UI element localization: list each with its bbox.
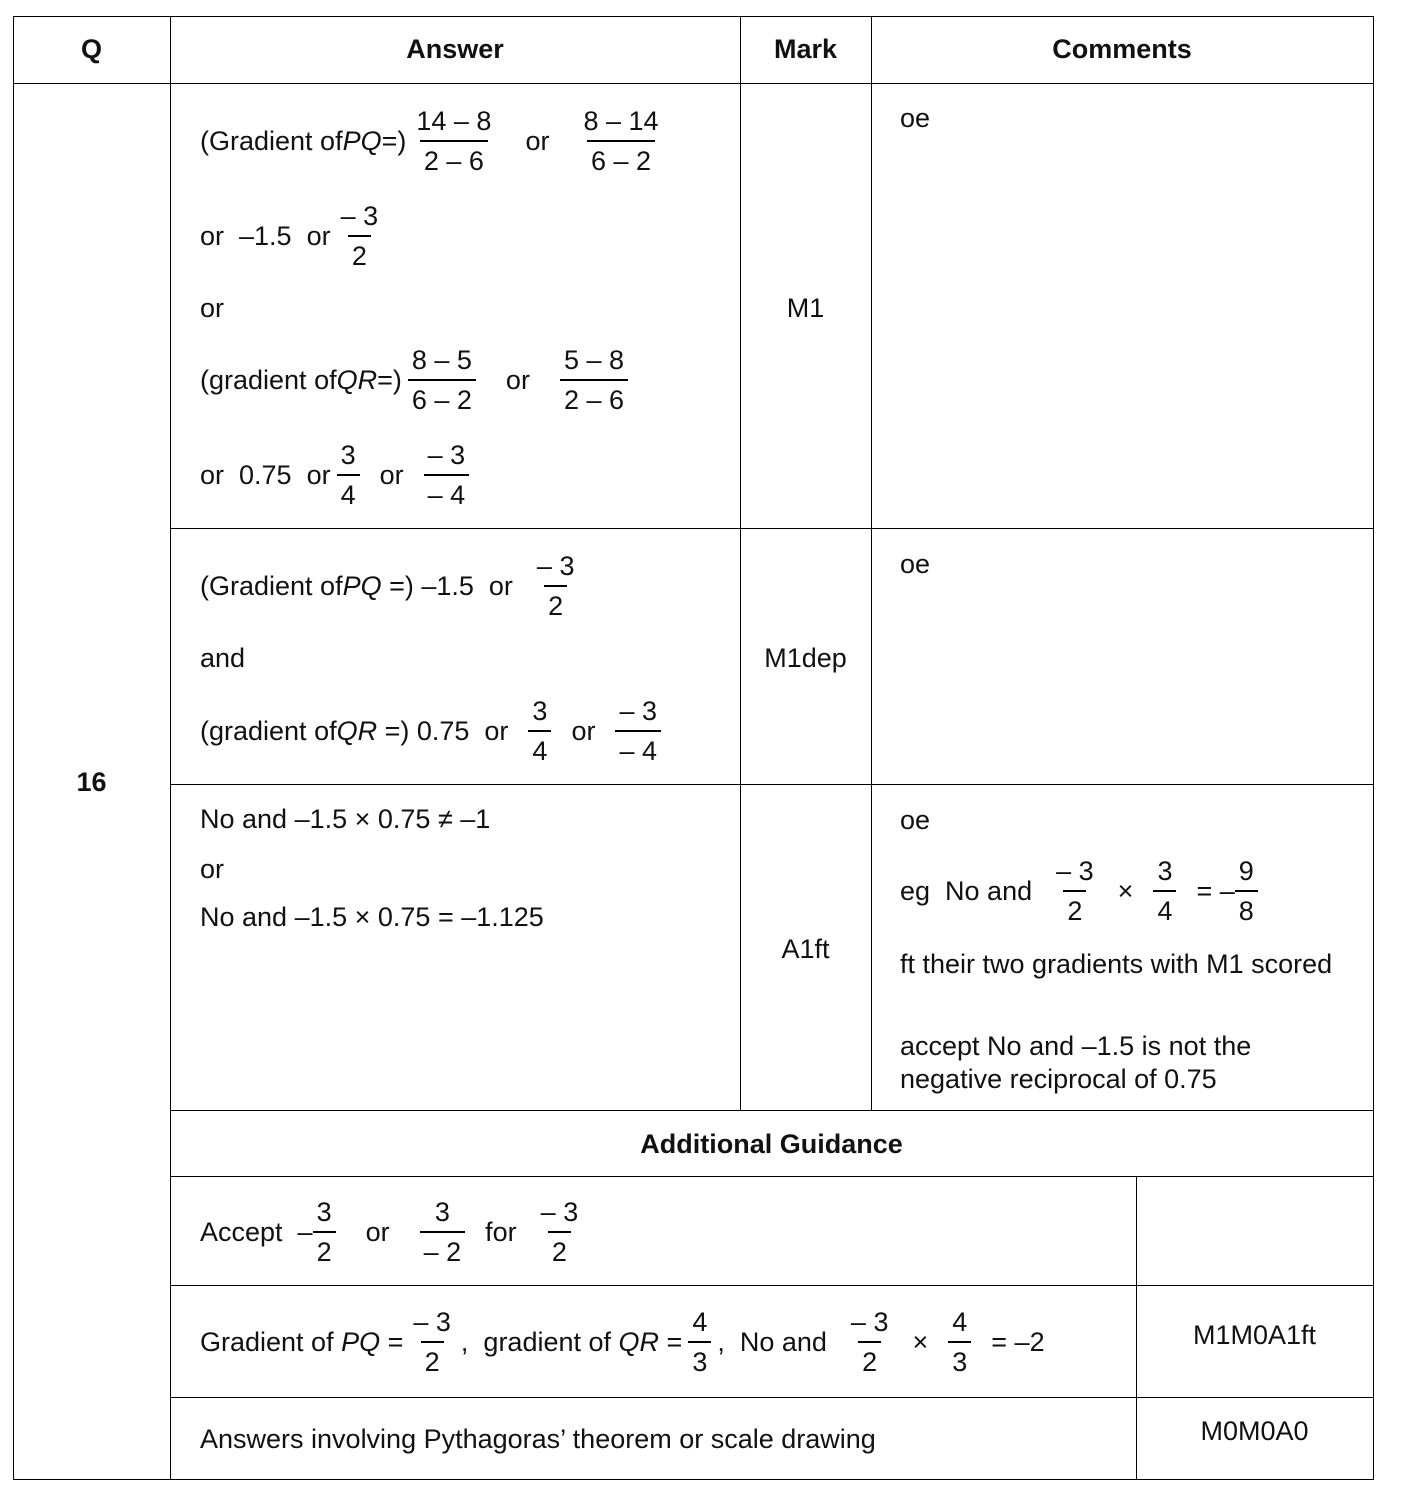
- fraction: [424, 439, 470, 510]
- numerator: 3: [434, 1196, 450, 1227]
- denominator: 4: [528, 730, 551, 765]
- fraction: [1235, 855, 1258, 926]
- denominator: 6 – 2: [408, 379, 476, 414]
- row1-comment: oe: [900, 103, 931, 133]
- denominator: 4: [337, 474, 360, 509]
- denominator: 3: [688, 1341, 711, 1376]
- denominator: 2: [1063, 890, 1086, 925]
- denominator: 2: [548, 1231, 571, 1266]
- row3-line2: or: [200, 854, 225, 884]
- text: =: [380, 1326, 404, 1357]
- text: Gradient of: [200, 1326, 342, 1357]
- numerator: – 3: [427, 439, 466, 470]
- row2-divider: [170, 784, 1374, 785]
- row1-line5: [200, 436, 475, 514]
- row3-comment-ft: ft their two gradients with M1 scored: [900, 949, 1333, 979]
- text: for: [485, 1216, 517, 1247]
- row1-line1: [200, 102, 669, 180]
- var-pq: PQ: [341, 1326, 381, 1357]
- fraction: [560, 344, 628, 415]
- text: =): [381, 125, 407, 156]
- guidance-row2-mark: M1M0A1ft: [1192, 1320, 1317, 1350]
- fraction: [337, 439, 360, 510]
- guidance-row1: [200, 1193, 588, 1271]
- fraction: [420, 1196, 466, 1267]
- row1-mark: M1: [786, 293, 825, 323]
- numerator: – 3: [850, 1306, 889, 1337]
- fraction: [337, 200, 383, 271]
- fraction: [1153, 855, 1176, 926]
- denominator: 2 – 6: [560, 379, 628, 414]
- row3-mark: A1ft: [781, 934, 830, 964]
- text: or 0.75 or: [200, 459, 331, 490]
- numerator: – 3: [340, 200, 379, 231]
- denominator: 4: [1153, 890, 1176, 925]
- text: or: [525, 125, 550, 156]
- fraction: [412, 105, 495, 176]
- border-left: [13, 16, 14, 1480]
- header-divider: [13, 83, 1374, 84]
- numerator: 9: [1238, 855, 1254, 886]
- text: =): [377, 364, 402, 395]
- numerator: 3: [1157, 855, 1173, 886]
- row3-line1: No and –1.5 × 0.75 ≠ –1: [200, 804, 491, 834]
- denominator: 3: [948, 1341, 971, 1376]
- var-qr: QR: [336, 715, 378, 746]
- numerator: 5 – 8: [563, 344, 624, 375]
- row3-comment-oe: oe: [900, 805, 931, 835]
- text: (Gradient of: [200, 570, 343, 601]
- text: =) –1.5 or: [381, 570, 513, 601]
- header-mark: Mark: [773, 34, 838, 64]
- guidance-row3-text: Answers involving Pythagoras’ theorem or scale drawing: [200, 1424, 876, 1454]
- fraction: [537, 1196, 583, 1267]
- row3-divider: [170, 1110, 1374, 1111]
- numerator: 8 – 5: [411, 344, 472, 375]
- numerator: 8 – 14: [583, 105, 659, 136]
- text: or –1.5 or: [200, 220, 331, 251]
- numerator: 4: [952, 1306, 968, 1337]
- mark-col-divider: [871, 16, 872, 1111]
- guidance-title: Additional Guidance: [640, 1129, 903, 1159]
- text: or: [571, 715, 596, 746]
- text: , gradient of: [460, 1326, 619, 1357]
- guidance-row3-mark: M0M0A0: [1200, 1416, 1309, 1446]
- var-pq: PQ: [342, 570, 382, 601]
- denominator: 2: [421, 1341, 444, 1376]
- numerator: – 3: [619, 695, 658, 726]
- fraction: [528, 695, 551, 766]
- numerator: 4: [692, 1306, 708, 1337]
- numerator: – 3: [536, 550, 575, 581]
- header-answer: Answer: [406, 34, 504, 64]
- border-bottom: [13, 1479, 1374, 1480]
- guidance-row2-divider: [170, 1397, 1374, 1398]
- text: or: [365, 1216, 390, 1247]
- guidance-title-divider: [170, 1176, 1374, 1177]
- row2-mark: M1dep: [764, 643, 847, 673]
- guidance-row2: [200, 1303, 1045, 1381]
- text: eg No and: [900, 875, 1033, 906]
- fraction: [533, 550, 579, 621]
- fraction: [688, 1306, 711, 1377]
- var-qr: QR: [336, 364, 378, 395]
- text: Accept –: [200, 1216, 313, 1247]
- denominator: – 2: [420, 1231, 466, 1266]
- numerator: 14 – 8: [416, 105, 492, 136]
- row1-line3: or: [200, 293, 225, 323]
- question-number: 16: [76, 767, 107, 797]
- border-right: [1373, 16, 1374, 1480]
- times-sign: ×: [1117, 875, 1134, 906]
- text: (gradient of: [200, 364, 337, 395]
- denominator: 8: [1235, 890, 1258, 925]
- row3-line3: No and –1.5 × 0.75 = –1.125: [200, 902, 544, 932]
- denominator: 2 – 6: [420, 140, 488, 175]
- denominator: 2: [348, 235, 371, 270]
- fraction: [948, 1306, 971, 1377]
- var-pq: PQ: [342, 125, 382, 156]
- numerator: – 3: [540, 1196, 579, 1227]
- fraction: [579, 105, 662, 176]
- denominator: 2: [544, 585, 567, 620]
- row2-line2: and: [200, 643, 246, 673]
- numerator: – 3: [413, 1306, 451, 1337]
- numerator: 3: [316, 1196, 332, 1227]
- denominator: – 4: [424, 474, 470, 509]
- header-comments: Comments: [1052, 34, 1192, 64]
- fraction: [615, 695, 661, 766]
- fraction: [313, 1196, 336, 1267]
- q-col-divider: [170, 16, 171, 1480]
- text: or: [379, 459, 404, 490]
- row3-comment-eg: [900, 852, 1264, 930]
- row2-line1: [200, 547, 584, 625]
- fraction: [847, 1306, 893, 1377]
- denominator: 2: [313, 1231, 336, 1266]
- denominator: – 4: [615, 730, 661, 765]
- row1-line2: [200, 197, 388, 275]
- text: (Gradient of: [200, 125, 343, 156]
- border-top: [13, 16, 1374, 17]
- header-q: Q: [80, 34, 102, 64]
- text: =) 0.75 or: [377, 715, 509, 746]
- numerator: 3: [340, 439, 356, 470]
- numerator: 3: [532, 695, 548, 726]
- text: =: [659, 1326, 683, 1357]
- denominator: 6 – 2: [587, 140, 655, 175]
- row1-divider: [170, 528, 1374, 529]
- row1-line4: [200, 341, 634, 419]
- numerator: – 3: [1056, 855, 1094, 886]
- fraction: [409, 1306, 455, 1377]
- denominator: 2: [858, 1341, 881, 1376]
- fraction: [1052, 855, 1098, 926]
- var-qr: QR: [618, 1326, 660, 1357]
- text: = –2: [991, 1326, 1045, 1357]
- row2-line3: [200, 692, 667, 770]
- text: (gradient of: [200, 715, 337, 746]
- text: or: [505, 364, 530, 395]
- times-sign: ×: [912, 1326, 929, 1357]
- text: , No and: [717, 1326, 827, 1357]
- row3-comment-accept: accept No and –1.5 is not the negative reciprocal of 0.75: [900, 1031, 1252, 1094]
- guidance-row1-divider: [170, 1285, 1374, 1286]
- fraction: [408, 344, 476, 415]
- text: = –: [1196, 875, 1235, 906]
- row2-comment: oe: [900, 549, 931, 579]
